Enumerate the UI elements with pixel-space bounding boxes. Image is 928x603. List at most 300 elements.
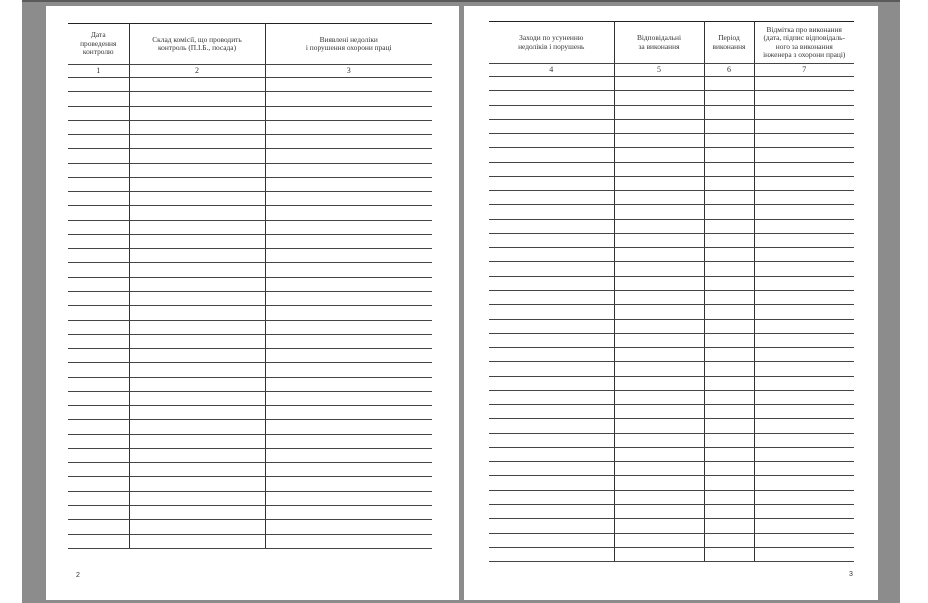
table-cell-col-4[interactable] — [489, 390, 614, 404]
table-cell-col-7[interactable] — [754, 333, 854, 347]
table-cell-col-1[interactable] — [68, 277, 129, 291]
table-row — [489, 390, 854, 404]
table-cell-col-5[interactable] — [614, 362, 704, 376]
table-cell-col-5[interactable] — [614, 433, 704, 447]
table-cell-col-3[interactable] — [265, 149, 432, 163]
table-cell-col-3[interactable] — [265, 192, 432, 206]
column-number-2: 2 — [129, 65, 265, 78]
table-cell-col-7[interactable] — [754, 219, 854, 233]
table-cell-col-6[interactable] — [704, 447, 754, 461]
table-cell-col-5[interactable] — [614, 405, 704, 419]
table-cell-col-5[interactable] — [614, 504, 704, 518]
table-cell-col-7[interactable] — [754, 77, 854, 91]
table-cell-col-5[interactable] — [614, 77, 704, 91]
table-cell-col-2[interactable] — [129, 263, 265, 277]
table-cell-col-3[interactable] — [265, 291, 432, 305]
table-row — [68, 520, 432, 534]
table-row — [68, 177, 432, 191]
table-cell-col-2[interactable] — [129, 377, 265, 391]
page-number-left: 2 — [76, 572, 80, 579]
table-row — [68, 377, 432, 391]
table-cell-col-6[interactable] — [704, 262, 754, 276]
table-cell-col-6[interactable] — [704, 91, 754, 105]
table-cell-col-1[interactable] — [68, 192, 129, 206]
table-cell-col-5[interactable] — [614, 333, 704, 347]
table-row — [489, 219, 854, 233]
table-cell-col-4[interactable] — [489, 290, 614, 304]
table-cell-col-6[interactable] — [704, 77, 754, 91]
header-row — [489, 22, 854, 64]
table-cell-col-6[interactable] — [704, 376, 754, 390]
table-cell-col-5[interactable] — [614, 533, 704, 547]
table-cell-col-7[interactable] — [754, 205, 854, 219]
table-cell-col-7[interactable] — [754, 348, 854, 362]
table-row — [489, 205, 854, 219]
table-cell-col-7[interactable] — [754, 148, 854, 162]
table-row — [68, 206, 432, 220]
table-cell-col-1[interactable] — [68, 520, 129, 534]
table-cell-col-1[interactable] — [68, 434, 129, 448]
table-cell-col-6[interactable] — [704, 462, 754, 476]
table-cell-col-7[interactable] — [754, 433, 854, 447]
table-cell-col-6[interactable] — [704, 419, 754, 433]
table-cell-col-6[interactable] — [704, 476, 754, 490]
table-cell-col-1[interactable] — [68, 120, 129, 134]
table-cell-col-4[interactable] — [489, 362, 614, 376]
table-cell-col-7[interactable] — [754, 248, 854, 262]
table-cell-col-6[interactable] — [704, 405, 754, 419]
table-cell-col-5[interactable] — [614, 205, 704, 219]
table-cell-col-7[interactable] — [754, 290, 854, 304]
table-cell-col-7[interactable] — [754, 490, 854, 504]
table-cell-col-4[interactable] — [489, 176, 614, 190]
table-cell-col-4[interactable] — [489, 276, 614, 290]
table-cell-col-2[interactable] — [129, 477, 265, 491]
table-cell-col-4[interactable] — [489, 447, 614, 461]
table-cell-col-2[interactable] — [129, 120, 265, 134]
table-cell-col-3[interactable] — [265, 234, 432, 248]
table-row — [489, 405, 854, 419]
table-cell-col-7[interactable] — [754, 134, 854, 148]
table-row — [489, 504, 854, 518]
table-cell-col-4[interactable] — [489, 205, 614, 219]
table-cell-col-1[interactable] — [68, 163, 129, 177]
table-cell-col-1[interactable] — [68, 135, 129, 149]
table-cell-col-3[interactable] — [265, 263, 432, 277]
table-cell-col-2[interactable] — [129, 463, 265, 477]
table-cell-col-7[interactable] — [754, 191, 854, 205]
table-cell-col-1[interactable] — [68, 78, 129, 92]
table-cell-col-3[interactable] — [265, 434, 432, 448]
table-cell-col-3[interactable] — [265, 534, 432, 548]
table-row — [489, 305, 854, 319]
table-cell-col-6[interactable] — [704, 162, 754, 176]
table-cell-col-1[interactable] — [68, 420, 129, 434]
table-row — [489, 162, 854, 176]
table-cell-col-5[interactable] — [614, 476, 704, 490]
table-cell-col-3[interactable] — [265, 177, 432, 191]
column-header-responsible: Відповідальні за виконання — [614, 22, 704, 64]
table-row — [68, 163, 432, 177]
blank-rows-right — [489, 77, 854, 562]
table-cell-col-1[interactable] — [68, 377, 129, 391]
table-cell-col-3[interactable] — [265, 92, 432, 106]
table-cell-col-2[interactable] — [129, 206, 265, 220]
table-row — [489, 519, 854, 533]
table-cell-col-6[interactable] — [704, 233, 754, 247]
column-number-6: 6 — [704, 64, 754, 77]
table-cell-col-5[interactable] — [614, 276, 704, 290]
table-cell-col-3[interactable] — [265, 120, 432, 134]
table-cell-col-3[interactable] — [265, 377, 432, 391]
table-cell-col-4[interactable] — [489, 262, 614, 276]
column-header-completion-mark: Відмітка про виконання (дата, підпис відповідаль- ного за виконання інженера з охорони праці) — [754, 22, 854, 64]
table-row — [68, 406, 432, 420]
table-cell-col-1[interactable] — [68, 291, 129, 305]
table-cell-col-3[interactable] — [265, 106, 432, 120]
table-cell-col-2[interactable] — [129, 491, 265, 505]
table-cell-col-2[interactable] — [129, 306, 265, 320]
table-cell-col-6[interactable] — [704, 333, 754, 347]
table-row — [489, 134, 854, 148]
table-cell-col-6[interactable] — [704, 433, 754, 447]
table-row — [489, 233, 854, 247]
table-cell-col-4[interactable] — [489, 305, 614, 319]
table-cell-col-7[interactable] — [754, 419, 854, 433]
table-cell-col-5[interactable] — [614, 233, 704, 247]
table-cell-col-1[interactable] — [68, 477, 129, 491]
table-row — [68, 106, 432, 120]
table-cell-col-2[interactable] — [129, 505, 265, 519]
table-cell-col-3[interactable] — [265, 477, 432, 491]
table-cell-col-5[interactable] — [614, 119, 704, 133]
table-cell-col-2[interactable] — [129, 92, 265, 106]
table-cell-col-6[interactable] — [704, 119, 754, 133]
table-cell-col-7[interactable] — [754, 376, 854, 390]
table-cell-col-4[interactable] — [489, 419, 614, 433]
table-cell-col-2[interactable] — [129, 163, 265, 177]
page-2 — [46, 6, 459, 600]
table-cell-col-2[interactable] — [129, 234, 265, 248]
table-row — [489, 262, 854, 276]
table-cell-col-2[interactable] — [129, 448, 265, 462]
table-row — [68, 463, 432, 477]
table-row — [68, 320, 432, 334]
table-row — [68, 334, 432, 348]
table-cell-col-7[interactable] — [754, 262, 854, 276]
table-cell-col-7[interactable] — [754, 405, 854, 419]
inspection-log-table-left — [68, 23, 432, 549]
table-cell-col-7[interactable] — [754, 233, 854, 247]
table-cell-col-2[interactable] — [129, 277, 265, 291]
table-cell-col-3[interactable] — [265, 520, 432, 534]
table-cell-col-4[interactable] — [489, 376, 614, 390]
table-cell-col-6[interactable] — [704, 362, 754, 376]
table-row — [489, 547, 854, 561]
table-cell-col-2[interactable] — [129, 192, 265, 206]
table-cell-col-1[interactable] — [68, 505, 129, 519]
table-cell-col-2[interactable] — [129, 220, 265, 234]
table-cell-col-6[interactable] — [704, 134, 754, 148]
table-cell-col-6[interactable] — [704, 248, 754, 262]
table-cell-col-3[interactable] — [265, 277, 432, 291]
table-cell-col-6[interactable] — [704, 290, 754, 304]
table-cell-col-7[interactable] — [754, 504, 854, 518]
table-cell-col-6[interactable] — [704, 219, 754, 233]
table-cell-col-3[interactable] — [265, 78, 432, 92]
table-cell-col-1[interactable] — [68, 149, 129, 163]
table-cell-col-2[interactable] — [129, 363, 265, 377]
table-cell-col-2[interactable] — [129, 334, 265, 348]
table-cell-col-6[interactable] — [704, 319, 754, 333]
table-cell-col-3[interactable] — [265, 420, 432, 434]
table-row — [68, 349, 432, 363]
table-cell-col-4[interactable] — [489, 248, 614, 262]
table-row — [489, 119, 854, 133]
table-cell-col-2[interactable] — [129, 135, 265, 149]
table-cell-col-6[interactable] — [704, 390, 754, 404]
table-cell-col-4[interactable] — [489, 191, 614, 205]
table-cell-col-5[interactable] — [614, 248, 704, 262]
table-cell-col-3[interactable] — [265, 306, 432, 320]
table-cell-col-2[interactable] — [129, 349, 265, 363]
table-row — [68, 263, 432, 277]
table-row — [68, 149, 432, 163]
table-cell-col-1[interactable] — [68, 491, 129, 505]
table-cell-col-6[interactable] — [704, 276, 754, 290]
table-row — [489, 77, 854, 91]
table-row — [68, 391, 432, 405]
table-cell-col-2[interactable] — [129, 78, 265, 92]
table-cell-col-1[interactable] — [68, 406, 129, 420]
table-cell-col-5[interactable] — [614, 91, 704, 105]
table-cell-col-7[interactable] — [754, 319, 854, 333]
table-cell-col-4[interactable] — [489, 134, 614, 148]
table-cell-col-1[interactable] — [68, 463, 129, 477]
table-cell-col-6[interactable] — [704, 191, 754, 205]
table-cell-col-5[interactable] — [614, 462, 704, 476]
table-row — [68, 220, 432, 234]
table-cell-col-5[interactable] — [614, 305, 704, 319]
table-cell-col-4[interactable] — [489, 504, 614, 518]
table-cell-col-1[interactable] — [68, 249, 129, 263]
table-cell-col-4[interactable] — [489, 105, 614, 119]
table-cell-col-7[interactable] — [754, 547, 854, 561]
table-cell-col-4[interactable] — [489, 233, 614, 247]
table-cell-col-6[interactable] — [704, 176, 754, 190]
table-cell-col-1[interactable] — [68, 263, 129, 277]
table-cell-col-2[interactable] — [129, 406, 265, 420]
table-cell-col-4[interactable] — [489, 333, 614, 347]
table-cell-col-6[interactable] — [704, 533, 754, 547]
table-cell-col-6[interactable] — [704, 348, 754, 362]
table-cell-col-7[interactable] — [754, 305, 854, 319]
table-cell-col-2[interactable] — [129, 391, 265, 405]
table-cell-col-1[interactable] — [68, 106, 129, 120]
inspection-log-table-right — [489, 21, 854, 562]
table-cell-col-7[interactable] — [754, 162, 854, 176]
column-header-control-date: Дата проведення контролю — [68, 24, 129, 65]
table-cell-col-1[interactable] — [68, 92, 129, 106]
table-cell-col-4[interactable] — [489, 533, 614, 547]
table-cell-col-1[interactable] — [68, 320, 129, 334]
table-cell-col-7[interactable] — [754, 176, 854, 190]
table-row — [489, 419, 854, 433]
table-cell-col-5[interactable] — [614, 148, 704, 162]
table-cell-col-3[interactable] — [265, 206, 432, 220]
table-cell-col-5[interactable] — [614, 519, 704, 533]
table-cell-col-5[interactable] — [614, 191, 704, 205]
table-cell-col-5[interactable] — [614, 376, 704, 390]
table-cell-col-2[interactable] — [129, 520, 265, 534]
table-cell-col-2[interactable] — [129, 106, 265, 120]
table-row — [489, 490, 854, 504]
table-cell-col-3[interactable] — [265, 406, 432, 420]
table-cell-col-6[interactable] — [704, 490, 754, 504]
table-cell-col-7[interactable] — [754, 91, 854, 105]
table-cell-col-1[interactable] — [68, 448, 129, 462]
table-cell-col-4[interactable] — [489, 405, 614, 419]
table-cell-col-5[interactable] — [614, 176, 704, 190]
table-cell-col-5[interactable] — [614, 390, 704, 404]
table-cell-col-4[interactable] — [489, 219, 614, 233]
table-cell-col-6[interactable] — [704, 547, 754, 561]
table-cell-col-3[interactable] — [265, 505, 432, 519]
table-cell-col-3[interactable] — [265, 163, 432, 177]
table-cell-col-4[interactable] — [489, 319, 614, 333]
table-cell-col-5[interactable] — [614, 547, 704, 561]
table-cell-col-1[interactable] — [68, 334, 129, 348]
table-cell-col-7[interactable] — [754, 476, 854, 490]
table-cell-col-2[interactable] — [129, 534, 265, 548]
table-cell-col-3[interactable] — [265, 448, 432, 462]
table-cell-col-3[interactable] — [265, 249, 432, 263]
table-cell-col-3[interactable] — [265, 220, 432, 234]
table-cell-col-3[interactable] — [265, 334, 432, 348]
table-cell-col-1[interactable] — [68, 391, 129, 405]
table-cell-col-6[interactable] — [704, 105, 754, 119]
table-cell-col-6[interactable] — [704, 504, 754, 518]
table-cell-col-5[interactable] — [614, 348, 704, 362]
table-cell-col-7[interactable] — [754, 447, 854, 461]
table-cell-col-4[interactable] — [489, 519, 614, 533]
table-cell-col-3[interactable] — [265, 363, 432, 377]
table-cell-col-5[interactable] — [614, 447, 704, 461]
column-number-5: 5 — [614, 64, 704, 77]
table-row — [489, 376, 854, 390]
table-cell-col-2[interactable] — [129, 149, 265, 163]
blank-rows-left — [68, 78, 432, 549]
table-cell-col-5[interactable] — [614, 134, 704, 148]
table-cell-col-5[interactable] — [614, 262, 704, 276]
table-cell-col-2[interactable] — [129, 249, 265, 263]
table-cell-col-5[interactable] — [614, 490, 704, 504]
table-row — [68, 92, 432, 106]
table-cell-col-4[interactable] — [489, 547, 614, 561]
column-header-commission: Склад комісії, що проводить контроль (П.І.Б., посада) — [129, 24, 265, 65]
table-cell-col-7[interactable] — [754, 276, 854, 290]
table-cell-col-1[interactable] — [68, 349, 129, 363]
table-cell-col-3[interactable] — [265, 491, 432, 505]
table-cell-col-6[interactable] — [704, 205, 754, 219]
table-cell-col-3[interactable] — [265, 463, 432, 477]
table-cell-col-2[interactable] — [129, 291, 265, 305]
table-row — [489, 433, 854, 447]
table-cell-col-7[interactable] — [754, 533, 854, 547]
table-cell-col-7[interactable] — [754, 462, 854, 476]
table-cell-col-5[interactable] — [614, 319, 704, 333]
table-cell-col-5[interactable] — [614, 290, 704, 304]
table-cell-col-3[interactable] — [265, 349, 432, 363]
table-cell-col-6[interactable] — [704, 148, 754, 162]
table-row — [68, 420, 432, 434]
table-cell-col-7[interactable] — [754, 119, 854, 133]
table-row — [489, 105, 854, 119]
table-cell-col-4[interactable] — [489, 162, 614, 176]
table-cell-col-1[interactable] — [68, 363, 129, 377]
table-cell-col-3[interactable] — [265, 391, 432, 405]
table-cell-col-7[interactable] — [754, 519, 854, 533]
table-cell-col-4[interactable] — [489, 77, 614, 91]
column-number-4: 4 — [489, 64, 614, 77]
table-cell-col-1[interactable] — [68, 177, 129, 191]
table-cell-col-4[interactable] — [489, 476, 614, 490]
table-cell-col-4[interactable] — [489, 148, 614, 162]
table-cell-col-2[interactable] — [129, 320, 265, 334]
table-cell-col-6[interactable] — [704, 519, 754, 533]
table-row — [489, 248, 854, 262]
table-cell-col-2[interactable] — [129, 420, 265, 434]
column-header-violations: Виявлені недоліки і порушення охорони праці — [265, 24, 432, 65]
table-cell-col-5[interactable] — [614, 419, 704, 433]
table-cell-col-3[interactable] — [265, 320, 432, 334]
table-cell-col-2[interactable] — [129, 177, 265, 191]
table-cell-col-3[interactable] — [265, 135, 432, 149]
table-cell-col-5[interactable] — [614, 162, 704, 176]
table-cell-col-1[interactable] — [68, 220, 129, 234]
table-cell-col-4[interactable] — [489, 433, 614, 447]
table-cell-col-4[interactable] — [489, 91, 614, 105]
table-row — [489, 191, 854, 205]
table-cell-col-5[interactable] — [614, 105, 704, 119]
table-cell-col-7[interactable] — [754, 105, 854, 119]
table-cell-col-1[interactable] — [68, 534, 129, 548]
table-row — [489, 362, 854, 376]
table-cell-col-1[interactable] — [68, 234, 129, 248]
table-cell-col-1[interactable] — [68, 306, 129, 320]
page-number-right: 3 — [849, 571, 853, 578]
column-number-row — [68, 65, 432, 78]
table-cell-col-4[interactable] — [489, 490, 614, 504]
header-row — [68, 24, 432, 65]
table-row — [489, 148, 854, 162]
table-row — [68, 477, 432, 491]
table-row — [489, 533, 854, 547]
table-cell-col-2[interactable] — [129, 434, 265, 448]
table-row — [489, 276, 854, 290]
table-row — [68, 291, 432, 305]
table-cell-col-4[interactable] — [489, 348, 614, 362]
table-cell-col-5[interactable] — [614, 219, 704, 233]
table-cell-col-4[interactable] — [489, 119, 614, 133]
table-cell-col-6[interactable] — [704, 305, 754, 319]
table-cell-col-1[interactable] — [68, 206, 129, 220]
column-header-corrective-measures: Заходи по усуненню недоліків і порушень — [489, 22, 614, 64]
table-cell-col-7[interactable] — [754, 390, 854, 404]
table-row — [68, 505, 432, 519]
table-cell-col-4[interactable] — [489, 462, 614, 476]
table-cell-col-7[interactable] — [754, 362, 854, 376]
